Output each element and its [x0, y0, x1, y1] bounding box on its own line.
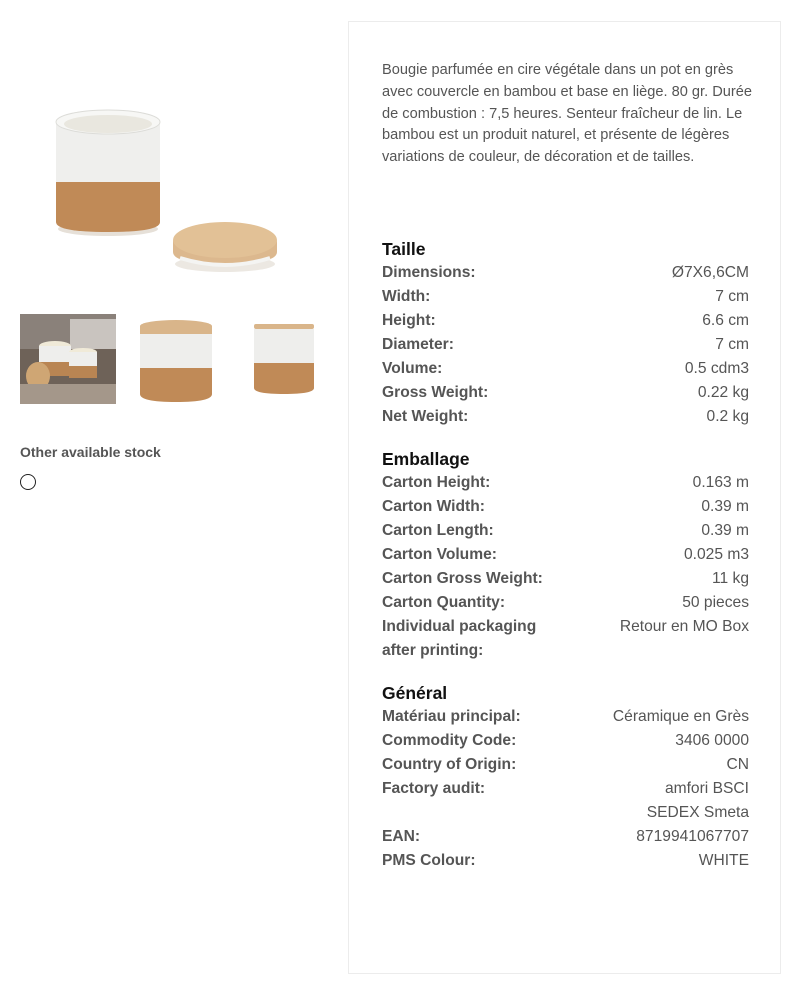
section-emballage — [382, 447, 749, 663]
spec-row — [382, 471, 749, 495]
spec-label: Diameter: — [382, 336, 454, 353]
spec-value: 0.39 m — [701, 498, 749, 515]
spec-label: Individual packaging after printing: — [382, 618, 537, 659]
spec-row — [382, 333, 749, 357]
spec-row — [382, 543, 749, 567]
spec-label: Matériau principal: — [382, 708, 521, 725]
section-title-taille: Taille — [382, 239, 426, 259]
spec-label: Carton Gross Weight: — [382, 570, 543, 587]
spec-row — [382, 591, 749, 615]
spec-label: Net Weight: — [382, 408, 469, 425]
spec-value: 0.2 kg — [706, 408, 749, 425]
spec-value: 8719941067707 — [636, 828, 749, 845]
section-general — [382, 681, 749, 873]
spec-label: Width: — [382, 288, 431, 305]
thumbnail-side-view[interactable] — [236, 314, 332, 404]
spec-value: 0.025 m3 — [683, 546, 749, 563]
section-title-emballage: Emballage — [382, 449, 470, 469]
spec-label: Height: — [382, 312, 436, 329]
spec-value: 0.163 m — [692, 474, 749, 491]
thumbnail-closed-candle[interactable] — [128, 314, 224, 404]
spec-label: Carton Width: — [382, 498, 485, 515]
spec-row — [382, 777, 749, 825]
spec-value: SEDEX Smeta — [646, 804, 749, 821]
spec-value: Céramique en Grès — [612, 708, 749, 725]
spec-value: 0.22 kg — [697, 384, 749, 401]
spec-value: CN — [726, 756, 749, 773]
spec-value: 50 pieces — [682, 594, 749, 611]
main-product-image[interactable] — [20, 82, 320, 282]
spec-label: Carton Height: — [382, 474, 491, 491]
spec-row — [382, 753, 749, 777]
spec-label: Country of Origin: — [382, 756, 517, 773]
product-description: Bougie parfumée en cire végétale dans un pot en grès avec couvercle en bambou et base en liège. 80 gr. Durée de combustion : 7,5 heures. Senteur fraîcheur de lin. Le bambou est un produit naturel, et présente de légères variations de couleur, de décoration et de tailles. — [382, 62, 752, 166]
spec-value: 7 cm — [715, 288, 749, 305]
spec-value: Retour en MO Box — [619, 618, 749, 635]
thumbnail-strip — [20, 314, 332, 404]
spec-row — [382, 705, 749, 729]
spec-value: 7 cm — [715, 336, 749, 353]
spec-label: Carton Quantity: — [382, 594, 506, 611]
spec-value: 3406 0000 — [675, 732, 749, 749]
other-stock-label: Other available stock — [20, 444, 161, 460]
spec-label: Carton Length: — [382, 522, 494, 539]
spec-label: Factory audit: — [382, 780, 486, 797]
spec-row — [382, 357, 749, 381]
spec-value-stack — [647, 777, 749, 825]
spec-row — [382, 261, 749, 285]
spec-row — [382, 849, 749, 873]
product-details-panel — [348, 21, 781, 974]
thumbnail-lifestyle[interactable] — [20, 314, 116, 404]
spec-label: PMS Colour: — [382, 852, 476, 869]
spec-label: EAN: — [382, 828, 421, 845]
spec-row — [382, 825, 749, 849]
spec-value: 0.39 m — [701, 522, 749, 539]
spec-value: WHITE — [698, 852, 749, 869]
spec-row — [382, 381, 749, 405]
spec-value: Ø7X6,6CM — [671, 264, 749, 281]
spec-label: Gross Weight: — [382, 384, 489, 401]
spec-row — [382, 405, 749, 429]
spec-row — [382, 519, 749, 543]
stock-option-radio[interactable] — [20, 474, 36, 490]
section-title-general: Général — [382, 683, 448, 703]
spec-row — [382, 567, 749, 591]
spec-value: 0.5 cdm3 — [684, 360, 749, 377]
spec-row — [382, 309, 749, 333]
spec-value: 6.6 cm — [702, 312, 749, 329]
spec-label: Dimensions: — [382, 264, 476, 281]
spec-row — [382, 285, 749, 309]
section-taille — [382, 237, 749, 429]
spec-value: 11 kg — [712, 570, 749, 587]
spec-label: Volume: — [382, 360, 443, 377]
spec-label: Commodity Code: — [382, 732, 517, 749]
candle-illustration — [20, 82, 320, 282]
spec-value: amfori BSCI — [664, 780, 749, 797]
spec-row — [382, 495, 749, 519]
spec-label: Carton Volume: — [382, 546, 497, 563]
spec-row — [382, 615, 749, 663]
spec-row — [382, 729, 749, 753]
